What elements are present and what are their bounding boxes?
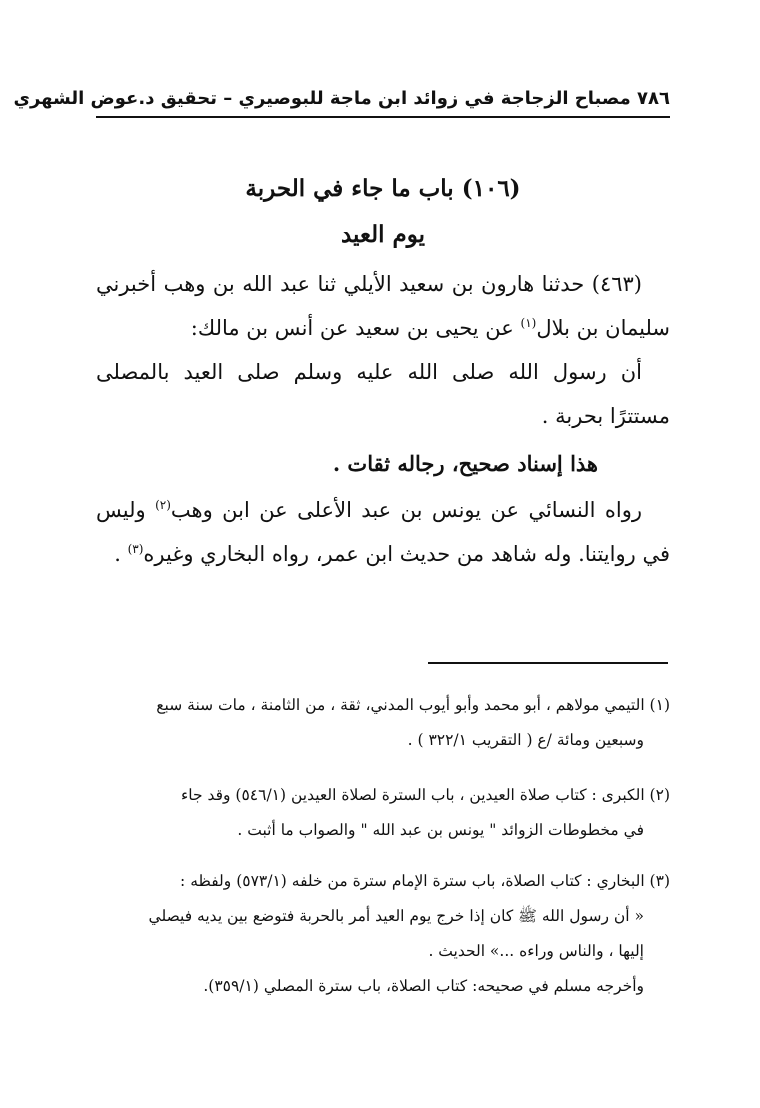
- footnote-ref-1: (١): [520, 316, 537, 330]
- footnote-ref-3: (٣): [127, 542, 144, 556]
- takhrij-end: .: [114, 542, 128, 566]
- footnote-1-line-2: وسبعين ومائة /ع ( التقريب ٣٢٢/١ ) .: [407, 731, 644, 749]
- grading-paragraph: هذا إسناد صحيح، رجاله ثقات .: [332, 451, 598, 476]
- footnote-2: [96, 778, 670, 848]
- hadith-chain-text: (٤٦٣) حدثنا هارون بن سعيد الأيلي ثنا عبد الله بن وهب أخبرني سليمان بن بلال: [96, 272, 670, 340]
- footnote-1: [96, 688, 670, 758]
- footnote-2-line-1: (٢) الكبرى : كتاب صلاة العيدين ، باب السترة لصلاة العيدين (٥٤٦/١) وقد جاء: [180, 786, 670, 804]
- chapter-title: (١٠٦) باب ما جاء في الحربة: [245, 175, 521, 202]
- footnote-1-line-1: (١) التيمي مولاهم ، أبو محمد وأبو أيوب المدني، ثقة ، من الثامنة ، مات سنة سبع: [156, 696, 670, 714]
- footnote-ref-2: (٢): [155, 498, 171, 512]
- chapter-subtitle: يوم العيد: [340, 221, 426, 248]
- footnote-2-line-2: في مخطوطات الزوائد " يونس بن عبد الله " والصواب ما أثبت .: [237, 821, 644, 839]
- takhrij-text-1: رواه النسائي عن يونس بن عبد الأعلى عن ابن وهب: [170, 498, 643, 522]
- footnote-3-line-1: (٣) البخاري : كتاب الصلاة، باب سترة الإمام سترة من خلفه (٥٧٣/١) ولفظه :: [180, 872, 670, 890]
- takhrij-paragraph: [96, 488, 670, 576]
- header-divider: [96, 116, 670, 118]
- takhrij-text-2: وليس في روايتنا. وله شاهد من حديث ابن عمر، رواه البخاري وغيره: [96, 498, 670, 566]
- footnote-3: [96, 864, 670, 1004]
- hadith-chain-end: عن يحيى بن سعيد عن أنس بن مالك:: [190, 316, 521, 340]
- hadith-chain-paragraph: [96, 262, 670, 350]
- footnote-divider: [428, 662, 668, 664]
- footnote-3-line-2: « أن رسول الله ﷺ كان إذا خرج يوم العيد أمر بالحربة فتوضع بين يديه فيصلي: [148, 907, 644, 925]
- footnote-3-line-3: إليها ، والناس وراءه ...» الحديث .: [428, 942, 644, 960]
- footnote-3-line-4: وأخرجه مسلم في صحيحه: كتاب الصلاة، باب سترة المصلي (٣٥٩/١).: [203, 977, 644, 995]
- hadith-text-paragraph: أن رسول الله صلى الله عليه وسلم صلى العيد بالمصلى مستترًا بحربة .: [96, 360, 670, 428]
- running-header: ٧٨٦ مصباح الزجاجة في زوائد ابن ماجة للبوصيري – تحقيق د.عوض الشهري: [13, 88, 670, 109]
